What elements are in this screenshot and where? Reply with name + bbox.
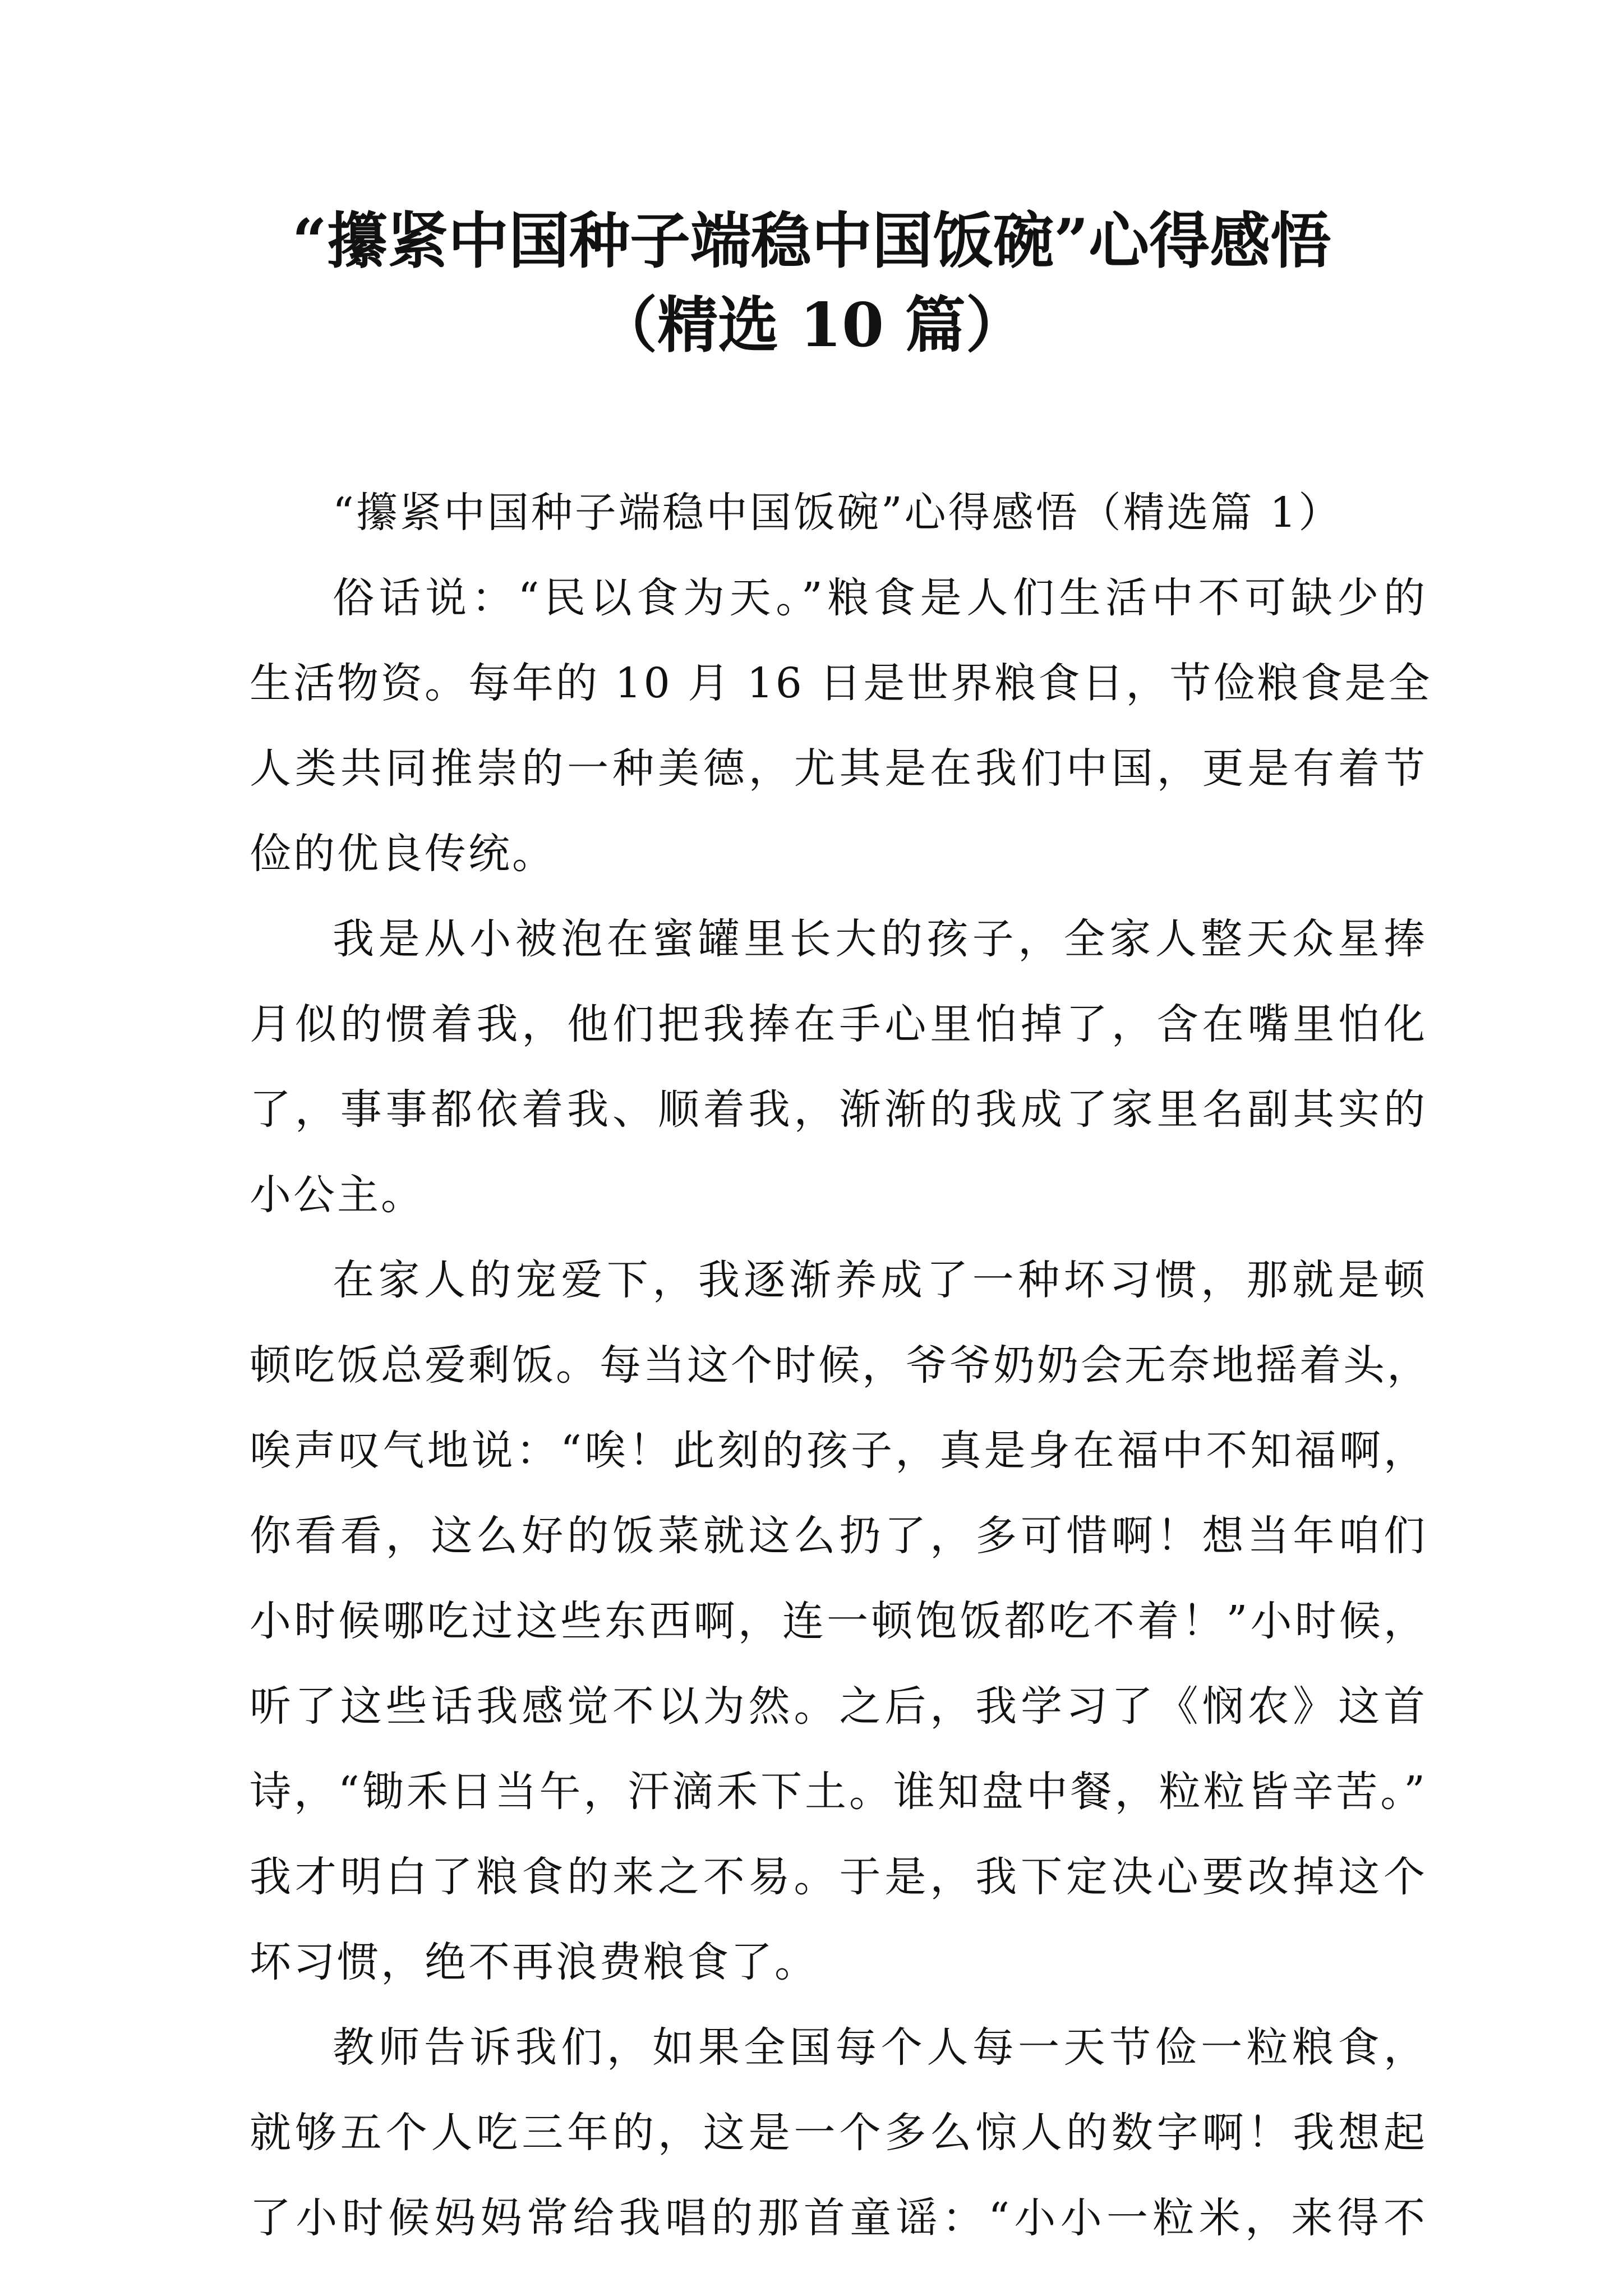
body-text-line: 唉声叹气地说：“唉！此刻的孩子，真是身在福中不知福啊， (250, 1427, 1427, 1475)
body-text-line: 坏习惯，绝不再浪费粮食了。 (250, 1938, 818, 1986)
body-text-line: 小公主。 (250, 1171, 425, 1219)
body-text-line: 我才明白了粮食的来之不易。于是，我下定决心要改掉这个 (250, 1853, 1427, 1901)
body-text-line: 你看看，这么好的饭菜就这么扔了，多可惜啊！想当年咱们 (250, 1512, 1427, 1560)
body-text-line: 俭的优良传统。 (250, 830, 556, 878)
document-title-line-1: “攥紧中国种子端稳中国饭碗”心得感悟 (292, 206, 1331, 277)
body-text-line: 我是从小被泡在蜜罐里长大的孩子，全家人整天众星捧 (333, 915, 1427, 963)
body-text-line: 月似的惯着我，他们把我捧在手心里怕掉了，含在嘴里怕化 (250, 1000, 1427, 1048)
body-text-line: “攥紧中国种子端稳中国饭碗”心得感悟（精选篇 1） (333, 489, 1343, 537)
body-text-line: 听了这些话我感觉不以为然。之后，我学习了《悯农》这首 (250, 1682, 1427, 1731)
body-text-line: 生活物资。每年的 10 月 16 日是世界粮食日，节俭粮食是全 (250, 659, 1432, 707)
body-text-line: 在家人的宠爱下，我逐渐养成了一种坏习惯，那就是顿 (333, 1256, 1427, 1304)
body-text-line: 顿吃饭总爱剩饭。每当这个时候，爷爷奶奶会无奈地摇着头， (250, 1341, 1431, 1389)
document-title-line-2: （精选 10 篇） (597, 290, 1026, 361)
body-text-line: 就够五个人吃三年的，这是一个多么惊人的数字啊！我想起 (250, 2109, 1427, 2157)
body-text-line: 小时候哪吃过这些东西啊，连一顿饱饭都吃不着！”小时候， (250, 1597, 1427, 1645)
body-text-line: 了小时候妈妈常给我唱的那首童谣：“小小一粒米，来得不 (250, 2194, 1427, 2242)
body-text-line: 俗话说：“民以食为天。”粮食是人们生活中不可缺少的 (333, 574, 1427, 622)
body-text-line: 了，事事都依着我、顺着我，渐渐的我成了家里名副其实的 (250, 1085, 1427, 1134)
body-text-line: 人类共同推崇的一种美德，尤其是在我们中国，更是有着节 (250, 744, 1427, 793)
body-text-line: 诗，“锄禾日当午，汗滴禾下土。谁知盘中餐，粒粒皆辛苦。” (250, 1768, 1427, 1816)
document-body (250, 470, 1432, 2261)
body-text-line: 教师告诉我们，如果全国每个人每一天节俭一粒粮食， (333, 2023, 1427, 2072)
